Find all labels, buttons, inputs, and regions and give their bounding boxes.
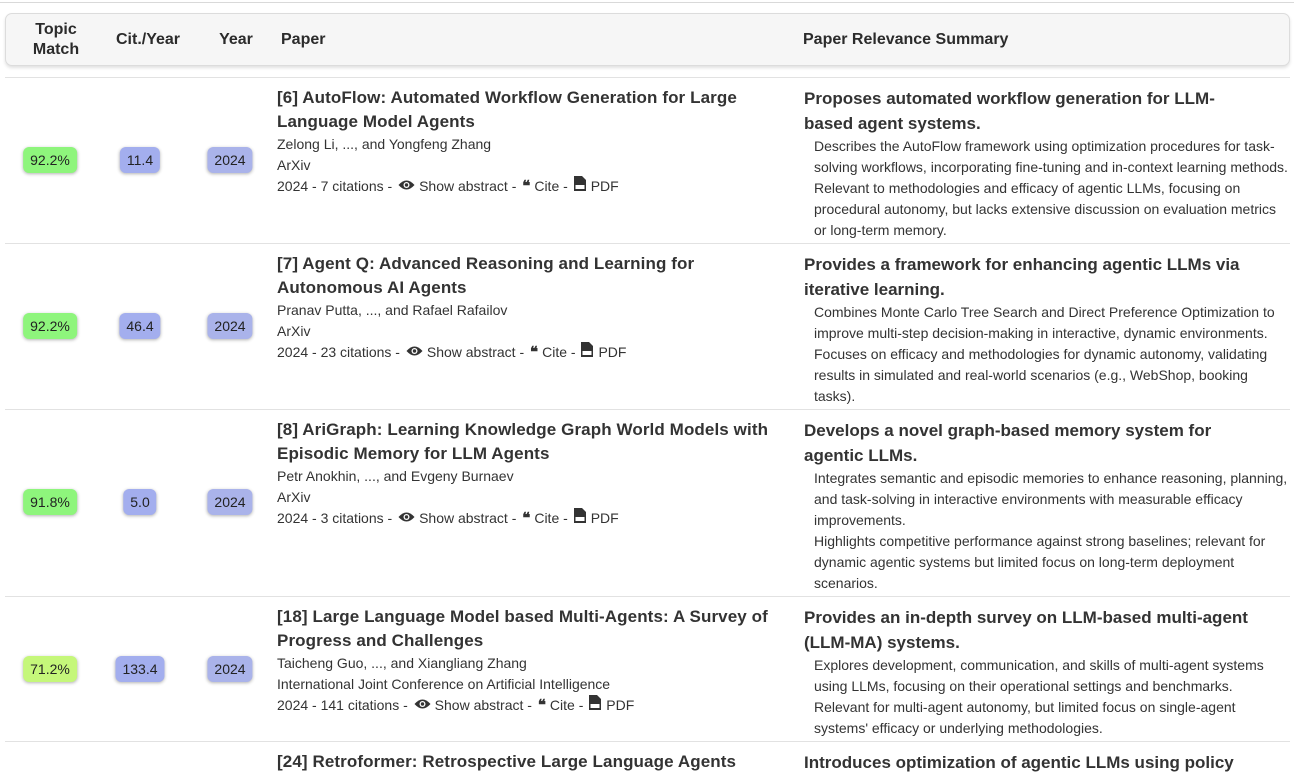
paper-meta: 2024 - 3 citations - Show abstract - ❝ Cite - PDF: [277, 510, 619, 527]
column-header-paper[interactable]: Paper: [281, 30, 326, 48]
paper-info: [277, 252, 807, 363]
year-badge: 2024: [207, 489, 252, 515]
quote-icon: ❝: [522, 178, 531, 195]
cite-link[interactable]: ❝ Cite: [537, 697, 575, 714]
summary-title: Proposes automated workflow generation for LLM- based agent systems.: [804, 89, 1215, 133]
citation-count: 2024 - 7 citations: [277, 178, 384, 194]
pdf-file-icon: [574, 508, 587, 523]
paper-venue: International Joint Conference on Artificial Intelligence: [277, 676, 611, 692]
summary-body: Describes the AutoFlow framework using optimization procedures for task-solving workflows, incorporating fine-tuning and in-context learning methods. Relevant to methodologies and efficacy of agentic LLMs, focusing on procedural autonomy, but lacks extensive discussion on evaluation metrics or long-term memory.: [814, 138, 1288, 238]
cite-link[interactable]: ❝ Cite: [530, 344, 568, 361]
topic-match-badge: 91.8%: [23, 489, 77, 515]
paper-authors: Taicheng Guo, ..., and Xiangliang Zhang: [277, 655, 527, 671]
paper-venue: ArXiv: [277, 489, 311, 505]
pdf-file-icon: [581, 342, 594, 357]
summary-title: Provides an in-depth survey on LLM-based multi-agent (LLM-MA) systems.: [804, 608, 1248, 652]
paper-authors: Petr Anokhin, ..., and Evgeny Burnaev: [277, 468, 514, 484]
paper-info: [277, 750, 807, 774]
summary-title: Introduces optimization of agentic LLMs using policy: [804, 753, 1234, 772]
show-abstract-link[interactable]: Show abstract: [396, 508, 508, 529]
paper-meta: 2024 - 23 citations - Show abstract - ❝ Cite - PDF: [277, 344, 627, 361]
table-header: [5, 13, 1290, 66]
cite-link[interactable]: ❝ Cite: [522, 510, 560, 527]
relevance-summary: [804, 252, 1290, 407]
show-abstract-link[interactable]: Show abstract: [412, 695, 524, 716]
cit-per-year-badge: 5.0: [123, 489, 156, 515]
column-header-year[interactable]: Year: [219, 30, 253, 48]
column-header-topic-match[interactable]: Topic Match: [32, 20, 80, 58]
paper-title[interactable]: [24] Retroformer: Retrospective Large Language Agents: [277, 752, 737, 771]
paper-info: [277, 605, 807, 716]
citation-count: 2024 - 141 citations: [277, 697, 400, 713]
relevance-summary: [804, 86, 1290, 241]
paper-info: [277, 86, 807, 197]
top-divider: [0, 2, 1294, 3]
paper-table-body: [5, 77, 1290, 781]
paper-authors: Zelong Li, ..., and Yongfeng Zhang: [277, 136, 492, 152]
citation-count: 2024 - 23 citations: [277, 344, 392, 360]
column-header-cit-per-year[interactable]: Cit./Year: [115, 30, 181, 48]
pdf-link[interactable]: PDF: [572, 176, 619, 197]
topic-match-badge: 71.2%: [23, 656, 77, 682]
summary-title: Provides a framework for enhancing agentic LLMs via iterative learning.: [804, 255, 1240, 299]
summary-body: Combines Monte Carlo Tree Search and Direct Preference Optimization to improve multi-step decision-making in interactive, dynamic environments. Focuses on efficacy and methodologies for dynamic autonomy, validating results in simulated and real-world scenarios (e.g., WebShop, booking tasks).: [814, 304, 1275, 404]
show-abstract-link[interactable]: Show abstract: [404, 342, 516, 363]
summary-title: Develops a novel graph-based memory system for agentic LLMs.: [804, 421, 1212, 465]
pdf-link[interactable]: PDF: [572, 508, 619, 529]
paper-meta: 2024 - 141 citations - Show abstract - ❝ Cite - PDF: [277, 697, 635, 714]
table-row: [5, 77, 1290, 243]
year-badge: 2024: [207, 147, 252, 173]
quote-icon: ❝: [537, 697, 546, 714]
quote-icon: ❝: [530, 344, 539, 361]
quote-icon: ❝: [522, 510, 531, 527]
eye-icon: [398, 511, 415, 523]
cite-link[interactable]: ❝ Cite: [522, 178, 560, 195]
eye-icon: [398, 179, 415, 191]
paper-info: [277, 418, 807, 529]
pdf-file-icon: [589, 695, 602, 710]
cit-per-year-badge: 11.4: [120, 147, 160, 173]
table-row: [5, 741, 1290, 781]
paper-title[interactable]: [18] Large Language Model based Multi-Agents: A Survey of Progress and Challenges: [277, 607, 768, 650]
summary-body: Integrates semantic and episodic memories to enhance reasoning, planning, and task-solving in interactive environments with measurable efficacy improvements. Highlights competitive performance against strong baselines; relevant for dynamic agentic systems but limited focus on long-term deployment scenarios.: [814, 470, 1288, 591]
eye-icon: [414, 698, 431, 710]
topic-match-badge: 92.2%: [23, 313, 77, 339]
table-row: [5, 596, 1290, 741]
table-row: [5, 409, 1290, 596]
relevance-summary: [804, 750, 1290, 775]
paper-title[interactable]: [7] Agent Q: Advanced Reasoning and Learning for Autonomous AI Agents: [277, 254, 695, 297]
paper-venue: ArXiv: [277, 157, 311, 173]
topic-match-badge: 92.2%: [23, 147, 77, 173]
show-abstract-link[interactable]: Show abstract: [396, 176, 508, 197]
cit-per-year-badge: 133.4: [115, 656, 164, 682]
relevance-summary: [804, 605, 1290, 739]
pdf-link[interactable]: PDF: [587, 695, 634, 716]
paper-authors: Pranav Putta, ..., and Rafael Rafailov: [277, 302, 508, 318]
relevance-summary: [804, 418, 1290, 594]
column-header-summary[interactable]: Paper Relevance Summary: [803, 30, 1009, 48]
cit-per-year-badge: 46.4: [119, 313, 160, 339]
year-badge: 2024: [207, 656, 252, 682]
summary-body: Explores development, communication, and skills of multi-agent systems using LLMs, focusing on their operational settings and benchmarks. Relevant for multi-agent autonomy, but limited focus on single-agent systems' efficacy or underlying methodologies.: [814, 657, 1264, 736]
pdf-link[interactable]: PDF: [579, 342, 626, 363]
table-row: [5, 243, 1290, 409]
citation-count: 2024 - 3 citations: [277, 510, 384, 526]
paper-title[interactable]: [8] AriGraph: Learning Knowledge Graph World Models with Episodic Memory for LLM Agents: [277, 420, 769, 463]
year-badge: 2024: [207, 313, 252, 339]
paper-title[interactable]: [6] AutoFlow: Automated Workflow Generation for Large Language Model Agents: [277, 88, 737, 131]
paper-meta: 2024 - 7 citations - Show abstract - ❝ Cite - PDF: [277, 178, 619, 195]
eye-icon: [406, 345, 423, 357]
pdf-file-icon: [574, 176, 587, 191]
paper-venue: ArXiv: [277, 323, 311, 339]
